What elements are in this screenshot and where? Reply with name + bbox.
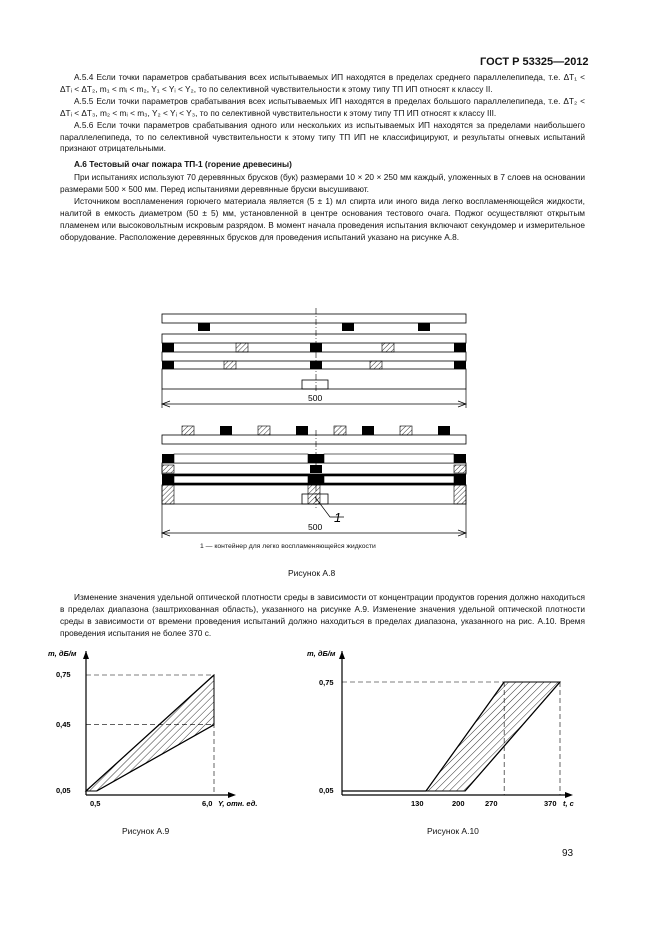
fig10-xtick-label: 200 [452, 799, 465, 808]
fig8-dim-bottom-label: 500 [308, 522, 323, 532]
fig9-xtick-label: 0,5 [90, 799, 101, 808]
fig9-caption: Рисунок А.9 [122, 826, 170, 836]
body-text-bottom [60, 592, 585, 640]
fig10-xtick-label: 270 [485, 799, 498, 808]
page-header: ГОСТ Р 53325—2012 [480, 56, 589, 68]
fig9-ytick-label: 0,45 [56, 720, 71, 729]
fig9-marks [86, 675, 214, 791]
fig10-ytick-label: 0,05 [319, 786, 334, 795]
fig10-ylabel: m, дБ/м [307, 649, 336, 658]
para-density: Изменение значения удельной оптической плотности среды в зависимости от концентрации продуктов горения должно находиться в пределах диапазона (заштрихованная область), указанного на рисунке А.9. Изменение значения удельной оптической плотности среды в зависимости от времени проведения испытаний должно находиться в пределах диапазона, указанного на рис. А.10. Время проведения испытания не более 370 с. [60, 592, 585, 638]
fig8-top-blocks [162, 323, 466, 369]
para-a54: А.5.4 Если точки параметров срабатывания всех испытываемых ИП находятся в пределах среднего параллелепипеда, т.е. ΔT₁ < ΔTᵢ < ΔT₂, m₁ < mᵢ < m₂, Y₁ < Yᵢ < Y₂, то по селективной чувствительности к этому типу ТП ИП относят к классу II. [60, 72, 585, 94]
fig8-note: 1 — контейнер для легко воспламеняющейся жидкости [200, 543, 376, 550]
fig8-dim-top-label: 500 [308, 393, 323, 403]
fig10-xlabel: t, с [563, 799, 574, 808]
fig9-ylabel: m, дБ/м [48, 649, 77, 658]
figure-a9 [30, 645, 265, 815]
para-specimen: При испытаниях используют 70 деревянных брусков (бук) размерами 10 × 20 × 250 мм каждый, уложенных в 7 слоев на основании размерами 500 × 500 мм. Перед испытаниями деревянные бруски высушивают. [60, 172, 585, 195]
fig10-marks [342, 682, 560, 791]
fig10-xtick-label: 370 [544, 799, 557, 808]
fig8-bottom-blocks [162, 426, 466, 504]
fig8-callout-1: 1 [334, 510, 342, 525]
fig9-xlabel: Y, отн. ед. [218, 799, 258, 808]
fig10-ytick-label: 0,75 [319, 678, 334, 687]
para-a55: А.5.5 Если точки параметров срабатывания всех испытываемых ИП находятся в пределах большого параллелепипеда, т.е. ΔT₂ < ΔTᵢ < ΔT₃, m₂ < mᵢ < m₃, Y₂ < Yᵢ < Y₃, то по селективной чувствительности к этому типу ТП ИП относят к классу III. [60, 95, 585, 118]
fig9-ytick-label: 0,75 [56, 670, 71, 679]
para-a56: А.5.6 Если точки параметров срабатывания одного или нескольких из испытываемых ИП находятся за пределами наибольшего параллелепипеда, то по селективной чувствительности к этому типу ТП ИП не классифицируют, и результаты огневых испытаний признают отрицательными. [60, 119, 585, 154]
para-ignition: Источником воспламенения горючего материала является (5 ± 1) мл спирта или иного вида легко воспламеняющейся жидкости, налитой в емкость диаметром (50 ± 5) мм, установленной в центре основания тестового очага. Поджог осуществляют открытым пламенем или высоковольтным искровым разрядом. В момент начала проведения испытания включают секундомер и измерительное оборудование. Расположение деревянных брусков для проведения испытаний указано на рисунке А.8. [60, 196, 585, 242]
fig10-caption: Рисунок А.10 [427, 826, 479, 836]
fig10-xtick-label: 130 [411, 799, 424, 808]
fig9-xtick-label: 6,0 [202, 799, 213, 808]
figure-a10 [305, 645, 595, 815]
fig9-ytick-label: 0,05 [56, 786, 71, 795]
section-heading-a6: А.6 Тестовый очаг пожара ТП-1 (горение древесины) [74, 159, 292, 170]
page-number: 93 [562, 848, 574, 859]
fig8-caption: Рисунок А.8 [288, 568, 336, 578]
